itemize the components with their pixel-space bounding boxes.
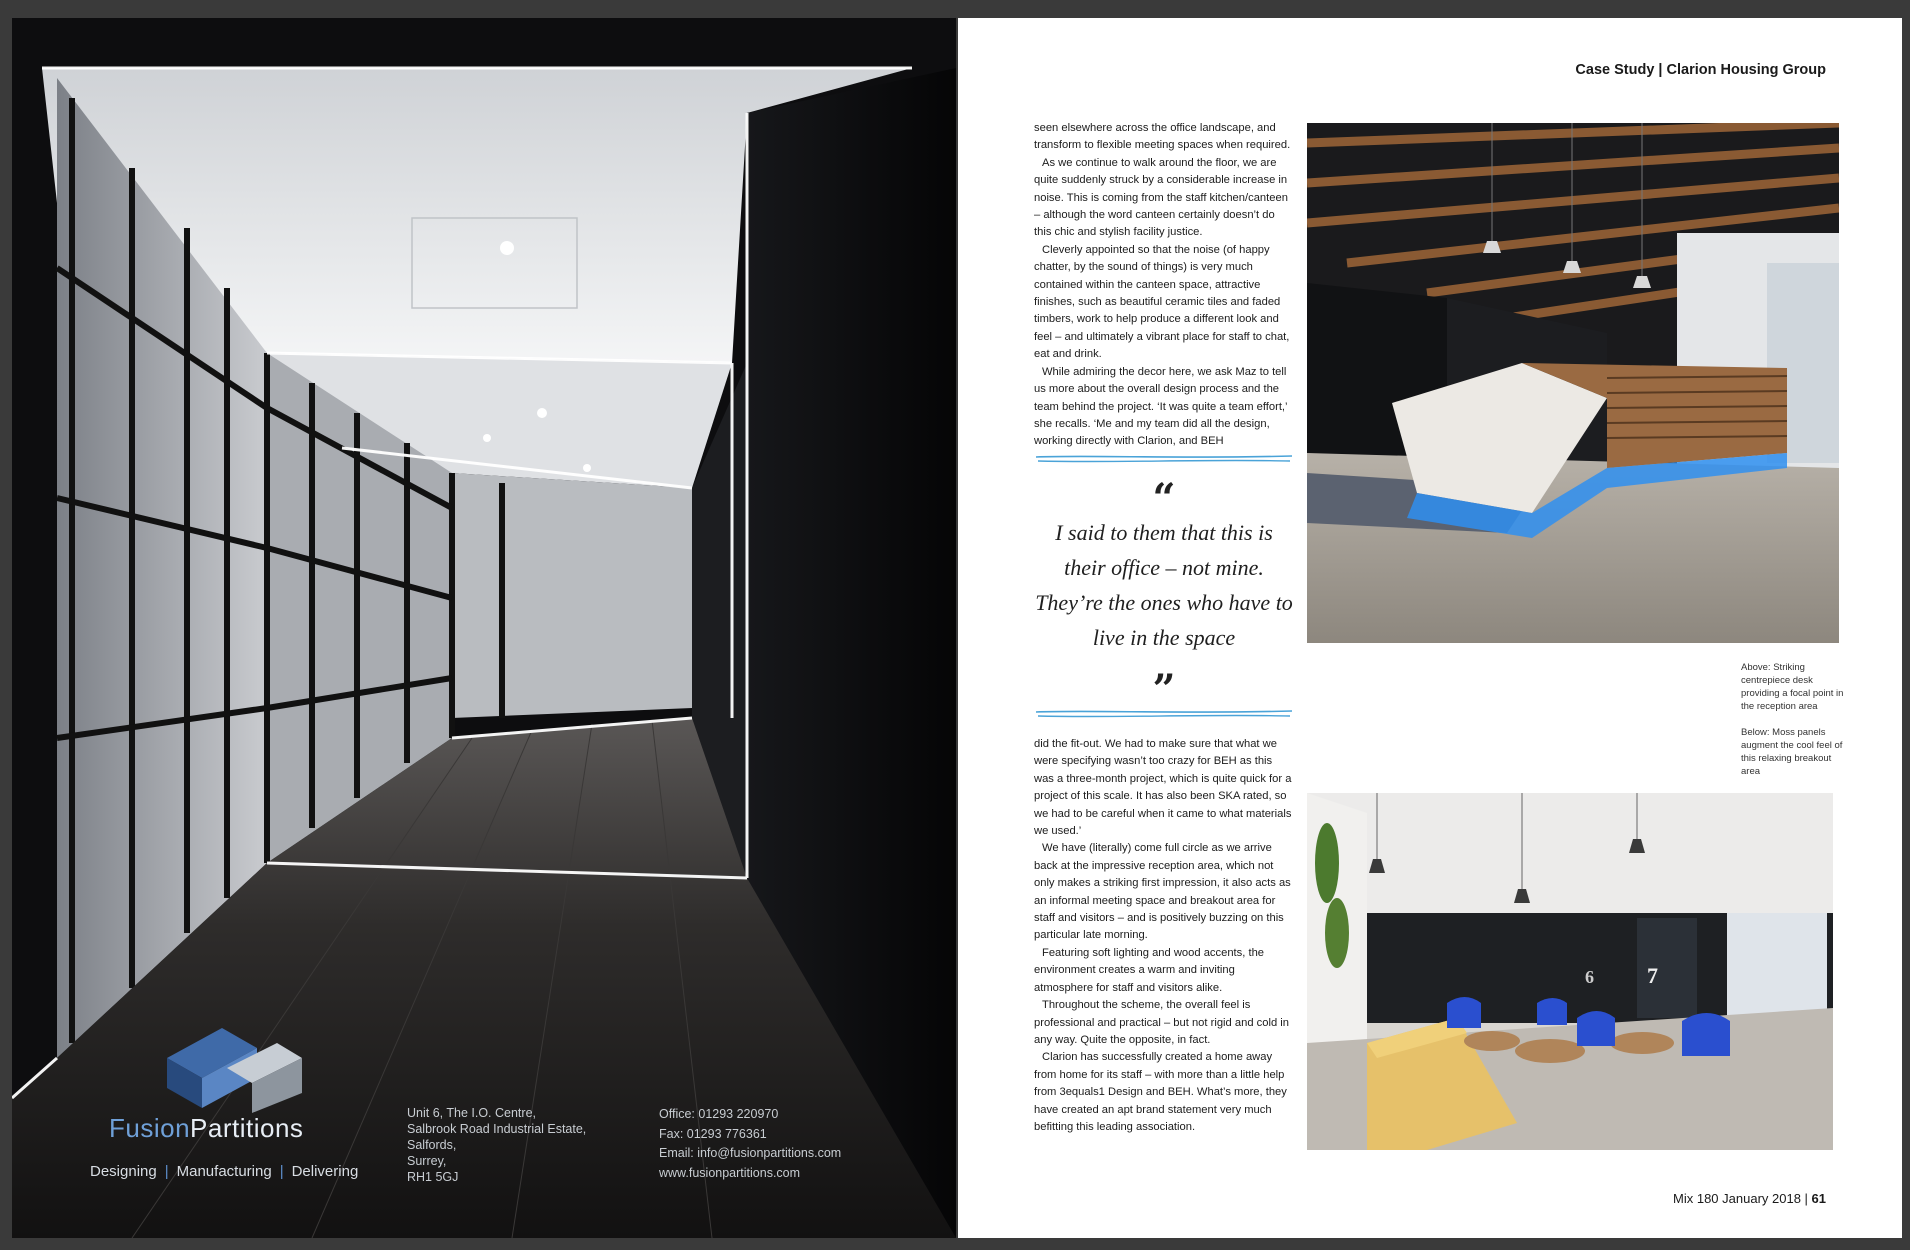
tagline-designing: Designing xyxy=(90,1163,157,1180)
running-head: Case Study | Clarion Housing Group xyxy=(1575,62,1826,78)
advert-address xyxy=(407,1105,586,1185)
website-url: www.fusionpartitions.com xyxy=(659,1165,801,1180)
folio-issue: Mix 180 January 2018 | xyxy=(1673,1191,1812,1206)
brand-tagline: Designing | Manufacturing | Delivering xyxy=(90,1163,359,1180)
breakout-area-photo xyxy=(1307,793,1833,1150)
body-paragraph: Cleverly appointed so that the noise (of happy chatter, by the sound of things) is very much contained within the canteen space, attractive finishes, such as beautiful ceramic tiles and faded timbers, work to help produce a different look and feel – and ultimately a vibrant place for staff to chat, eat and drink. xyxy=(1034,243,1290,361)
advert-page xyxy=(12,18,956,1238)
pull-quote: I said to them that this is their office – not mine. They’re the ones who have to live in the space xyxy=(1035,520,1293,650)
body-paragraph: Clarion has successfully created a home away from home for its staff – with more than a little help from 3equals1 Design and BEH. What’s more, they have created an apt brand statement very much befitting this leading association. xyxy=(1034,1051,1287,1133)
fax-number: Fax: 01293 776361 xyxy=(659,1126,767,1141)
body-paragraph: As we continue to walk around the floor, we are quite suddenly struck by a considerable increase in noise. This is coming from the staff kitchen/canteen – although the word canteen certainly doesn’t do this chic and stylish facility justice. xyxy=(1034,156,1288,239)
caption-below: Below: Moss panels augment the cool feel of this relaxing breakout area xyxy=(1741,727,1843,777)
address-line: Salfords, xyxy=(407,1138,457,1152)
address-line: Surrey, xyxy=(407,1154,447,1168)
photo-caption xyxy=(1741,661,1851,778)
office-phone: Office: 01293 220970 xyxy=(659,1107,779,1121)
body-paragraph: Throughout the scheme, the overall feel is professional and practical – but not rigid and cold in any way. Quite the opposite, in fact. xyxy=(1034,999,1289,1046)
article-column-1 xyxy=(1034,120,1294,451)
address-line: Salbrook Road Industrial Estate, xyxy=(407,1122,587,1136)
page-folio xyxy=(1673,1191,1826,1206)
fusion-partitions-logo xyxy=(82,1023,372,1113)
article-column-2 xyxy=(1034,736,1294,1136)
address-line: Unit 6, The I.O. Centre, xyxy=(407,1106,536,1120)
body-paragraph: While admiring the decor here, we ask Maz to tell us more about the overall design process and the team behind the project. ‘It was quite a team effort,’ she recalls. ‘Me and my team did all the design, working directly with Clarion, and BEH xyxy=(1034,365,1288,448)
svg-text:6: 6 xyxy=(1585,967,1594,987)
brand-name-part2: Partitions xyxy=(190,1113,304,1143)
advert-contact xyxy=(659,1105,841,1183)
folio-page-number: 61 xyxy=(1811,1191,1826,1206)
tagline-delivering: Delivering xyxy=(291,1163,359,1180)
open-quote-mark: “ xyxy=(1152,475,1176,522)
body-paragraph: did the fit-out. We had to make sure that what we were specifying wasn’t too crazy for BEH as this was a three-month project, which is quite quick for a project of this scale. It has also been SKA rated, so we had to be careful when it came to what materials we used.’ xyxy=(1034,738,1292,838)
email-address: Email: info@fusionpartitions.com xyxy=(659,1146,842,1160)
reception-desk-photo xyxy=(1307,123,1839,643)
pull-quote-rule-top xyxy=(1034,453,1294,465)
body-paragraph: seen elsewhere across the office landscape, and transform to flexible meeting spaces when required. xyxy=(1034,122,1291,152)
close-quote-mark: ” xyxy=(1152,666,1176,713)
caption-above: Above: Striking centrepiece desk providing a focal point in the reception area xyxy=(1741,662,1844,712)
pull-quote-rule-bottom xyxy=(1034,708,1294,720)
address-line: RH1 5GJ xyxy=(407,1170,459,1184)
body-paragraph: We have (literally) come full circle as we arrive back at the impressive reception area, which not only makes a striking first impression, it also acts as an informal meeting space and breakout area for staff and visitors – and is positively buzzing on this particular late morning. xyxy=(1034,842,1291,942)
magazine-spread xyxy=(12,18,1902,1238)
article-page xyxy=(958,18,1902,1238)
svg-text:7: 7 xyxy=(1647,963,1658,988)
tagline-manufacturing: Manufacturing xyxy=(176,1163,272,1180)
body-paragraph: Featuring soft lighting and wood accents, the environment creates a warm and inviting atmosphere for staff and visitors alike. xyxy=(1034,946,1265,994)
brand-name-part1: Fusion xyxy=(109,1113,191,1143)
brand-name xyxy=(109,1113,303,1144)
